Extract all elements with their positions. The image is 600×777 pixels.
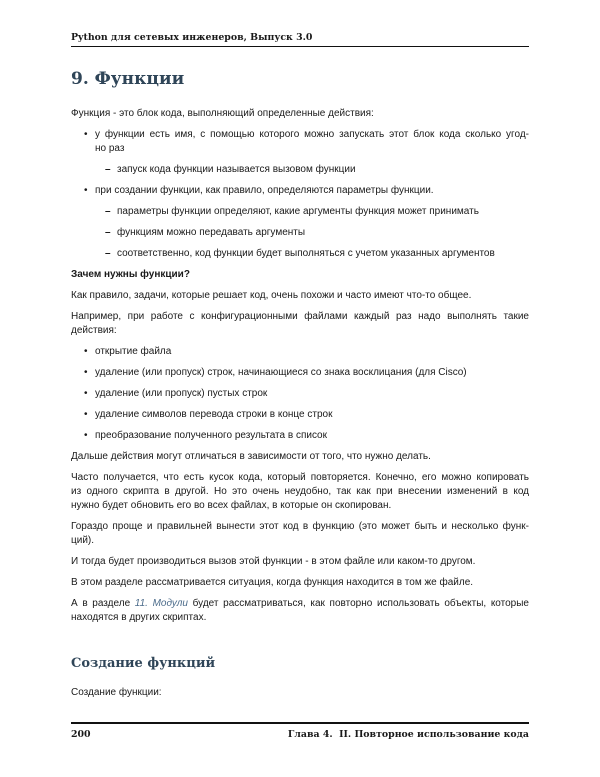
paragraph-line: нужно будет обновить его во всех файлах, в которые он скопирован.	[71, 500, 392, 512]
footer-rule	[71, 722, 529, 723]
section-heading: Создание функций	[71, 656, 216, 672]
paragraph-line: Например, при работе с конфигурационными файлами каждый раз надо выполнять такие	[71, 311, 529, 323]
paragraph-line: действия:	[71, 325, 117, 337]
paragraph-line	[71, 597, 529, 611]
sub-list-item: – соответственно, код функции будет выполняться с учетом указанных аргументов	[117, 247, 529, 261]
intro-text: Функция - это блок кода, выполняющий определенные действия:	[71, 108, 374, 120]
page-title: 9. Функции	[71, 69, 185, 90]
sub-list-item: – параметры функции определяют, какие аргументы функция может принимать	[117, 205, 529, 219]
rubric-heading: Зачем нужны функции?	[71, 269, 190, 281]
sub-list-item: – запуск кода функции называется вызовом функции	[117, 163, 529, 177]
text: будет рассматриваться, как повторно использовать объекты, которые	[188, 598, 529, 610]
paragraph: И тогда будет производиться вызов этой функции - в этом файле или каком-то другом.	[71, 556, 476, 568]
footer	[71, 728, 529, 741]
list-item: • удаление символов перевода строки в конце строк	[95, 408, 529, 422]
text: А в разделе	[71, 598, 135, 610]
list-item: • при создании функции, как правило, определяются параметры функции.	[95, 184, 529, 198]
list-item: • преобразование полученного результата в список	[95, 429, 529, 443]
paragraph: Создание функции:	[71, 687, 162, 699]
list-item: • у функции есть имя, с помощью которого можно запускать этот блок кода сколько угод-	[95, 128, 529, 142]
list-item: • удаление (или пропуск) строк, начинающиеся со знака восклицания (для Cisco)	[95, 366, 529, 380]
paragraph-line: из одного скрипта в другой. Но это очень неудобно, так как при внесении изменений в код	[71, 486, 529, 498]
modules-link[interactable]: 11. Модули	[134, 598, 188, 610]
list-item-continuation: но раз	[95, 143, 125, 155]
running-header: Python для сетевых инженеров, Выпуск 3.0	[71, 32, 313, 43]
paragraph-line: ций).	[71, 535, 95, 547]
list-item: • открытие файла	[95, 345, 529, 359]
paragraph-line: находятся в других скриптах.	[71, 612, 207, 624]
paragraph: В этом разделе рассматривается ситуация, когда функция находится в том же файле.	[71, 577, 474, 589]
paragraph-line: Гораздо проще и правильней вынести этот код в функцию (это может быть и несколько функ-	[71, 521, 529, 533]
page-number: 200	[71, 728, 91, 740]
paragraph-line: Часто получается, что есть кусок кода, который повторяется. Конечно, его можно копировать	[71, 472, 529, 484]
footer-chapter: Глава 4. II. Повторное использование кода	[287, 728, 529, 740]
header-rule	[71, 46, 529, 47]
sub-list-item: – функциям можно передавать аргументы	[117, 226, 529, 240]
list-item: • удаление (или пропуск) пустых строк	[95, 387, 529, 401]
paragraph: Как правило, задачи, которые решает код, очень похожи и часто имеют что-то общее.	[71, 290, 472, 302]
page	[71, 0, 529, 761]
paragraph: Дальше действия могут отличаться в зависимости от того, что нужно делать.	[71, 451, 431, 463]
